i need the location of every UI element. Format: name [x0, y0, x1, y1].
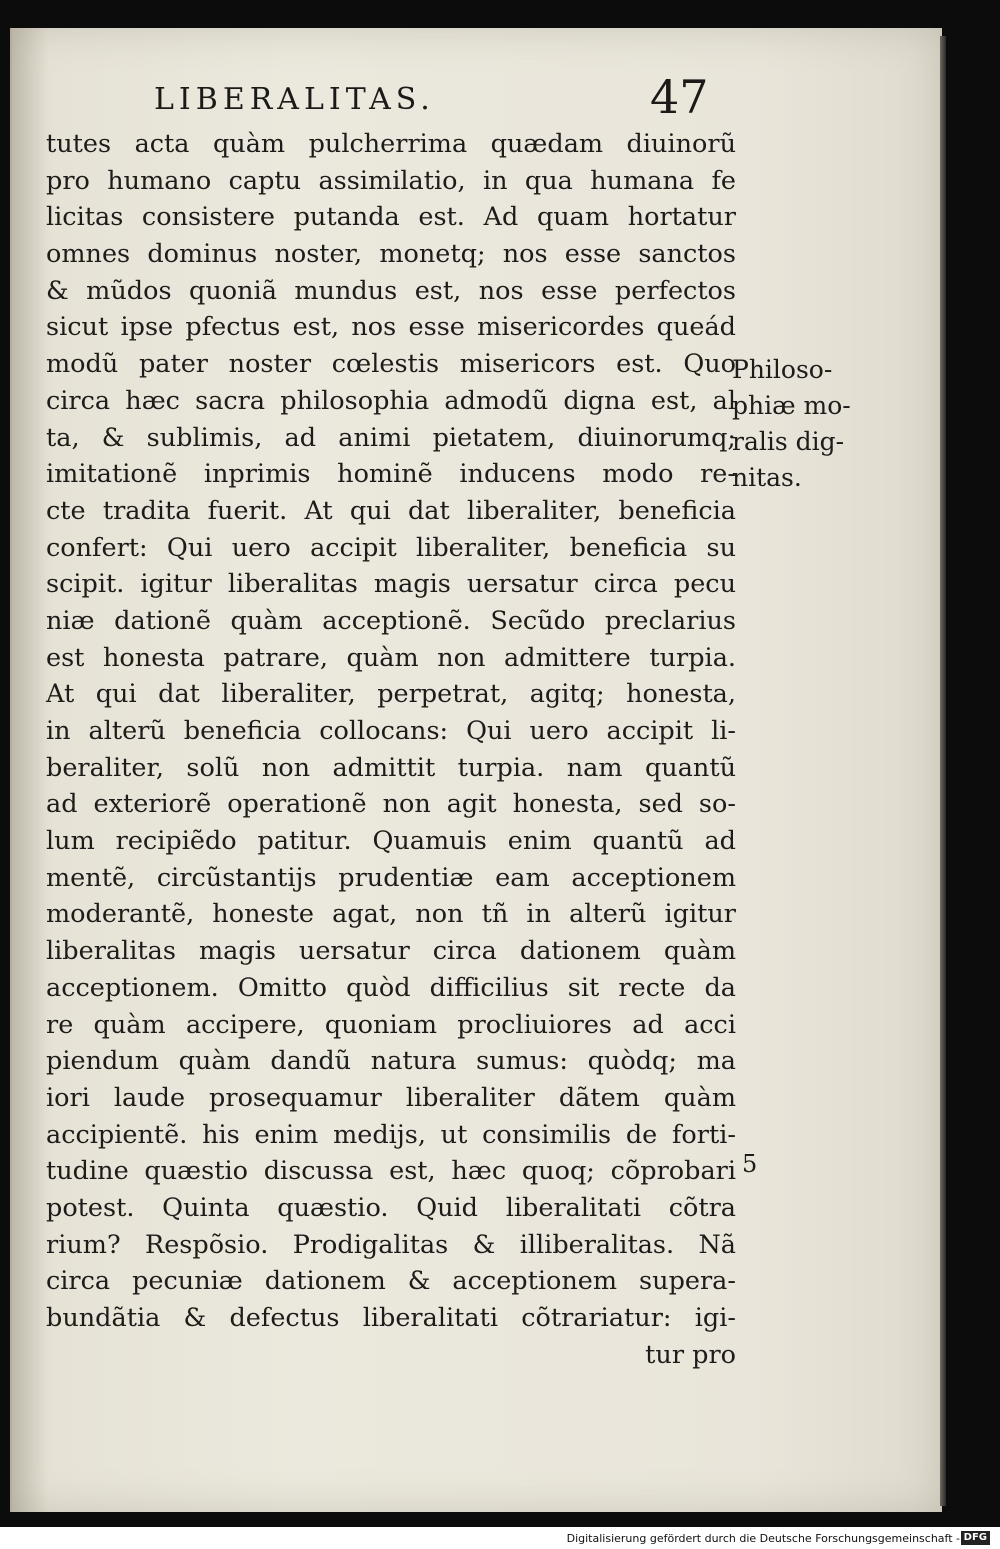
text-line: tutes acta quàm pulcherrima quædam diuinorũ [46, 129, 736, 159]
text-line: in alterũ beneficia collocans: Qui uero accipit li- [46, 716, 736, 746]
text-line: licitas consistere putanda est. Ad quam hortatur [46, 202, 736, 233]
text-line: liberalitas magis uersatur circa dationem quàm [46, 936, 736, 967]
text-line: niæ dationẽ quàm acceptionẽ. Secũdo preclarius [46, 605, 736, 636]
marginal-note-line: nitas. [732, 463, 802, 492]
text-line: lum recipiẽdo patitur. Quamuis enim quantũ ad [46, 826, 736, 857]
text-line: re quàm accipere, quoniam procliuiores ad acci [46, 1009, 736, 1040]
marginal-numeral: 5 [742, 1150, 758, 1178]
text-line: & mũdos quoniã mundus est, nos esse perfectos [46, 275, 736, 306]
text-line: cte tradita fuerit. At qui dat liberaliter, beneficia [46, 495, 736, 526]
text-line: iori laude prosequamur liberaliter dãtem quàm [46, 1082, 736, 1113]
text-line: modũ pater noster cœlestis misericors est. Quo [46, 349, 736, 380]
text-line: est honesta patrare, quàm non admittere turpia. [46, 642, 736, 673]
text-line: piendum quàm dandũ natura sumus: quòdq; ma [46, 1046, 736, 1077]
dfg-logo: DFG [961, 1531, 990, 1545]
marginal-note-line: phiæ mo- [732, 391, 851, 420]
marginal-note-line: Philoso- [732, 355, 833, 384]
text-line: ta, & sublimis, ad animi pietatem, diuinorumq; [46, 422, 736, 453]
marginal-note-line: ralis dig- [732, 427, 845, 456]
text-line: potest. Quinta quæstio. Quid liberalitati cõtra [46, 1192, 736, 1223]
page-number: 47 [650, 70, 709, 124]
text-line: pro humano captu assimilatio, in qua humana fe [46, 165, 736, 196]
text-line: bundãtia & defectus liberalitati cõtrariatur: igi- [46, 1303, 736, 1333]
text-line: acceptionem. Omitto quòd difficilius sit recte da [46, 972, 736, 1003]
text-line: rium? Respõsio. Prodigalitas & illiberalitas. Nã [46, 1229, 736, 1260]
text-line: beraliter, solũ non admittit turpia. nam quantũ [46, 752, 736, 783]
text-line: circa hæc sacra philosophia admodũ digna est, al [46, 385, 736, 416]
text-line: moderantẽ, honeste agat, non tñ in alterũ igitur [46, 899, 736, 930]
text-line: mentẽ, circũstantijs prudentiæ eam acceptionem [46, 862, 736, 893]
text-line: scipit. igitur liberalitas magis uersatur circa pecu [46, 569, 736, 600]
catchword-line: tur pro [645, 1339, 736, 1370]
text-line: imitationẽ inprimis hominẽ inducens modo re- [46, 459, 736, 490]
text-line: confert: Qui uero accipit liberaliter, beneficia su [46, 532, 736, 563]
text-line: ad exteriorẽ operationẽ non agit honesta, sed so- [46, 789, 736, 820]
text-line: omnes dominus noster, monetq; nos esse sanctos [46, 239, 736, 270]
body-text [46, 126, 736, 1373]
page-edge [940, 36, 946, 1506]
text-line: accipientẽ. his enim medijs, ut consimilis de forti- [46, 1119, 736, 1150]
text-line: tudine quæstio discussa est, hæc quoq; cõprobari [46, 1156, 736, 1187]
text-line: At qui dat liberaliter, perpetrat, agitq; honesta, [46, 679, 736, 710]
footer-credit: Digitalisierung gefördert durch die Deutsche Forschungsgemeinschaft - [566, 1532, 960, 1545]
marginal-note [732, 352, 851, 496]
running-head: LIBERALITAS. [154, 82, 435, 117]
text-line: sicut ipse pfectus est, nos esse misericordes queád [46, 312, 736, 343]
text-line: circa pecuniæ dationem & acceptionem supera- [46, 1266, 736, 1297]
